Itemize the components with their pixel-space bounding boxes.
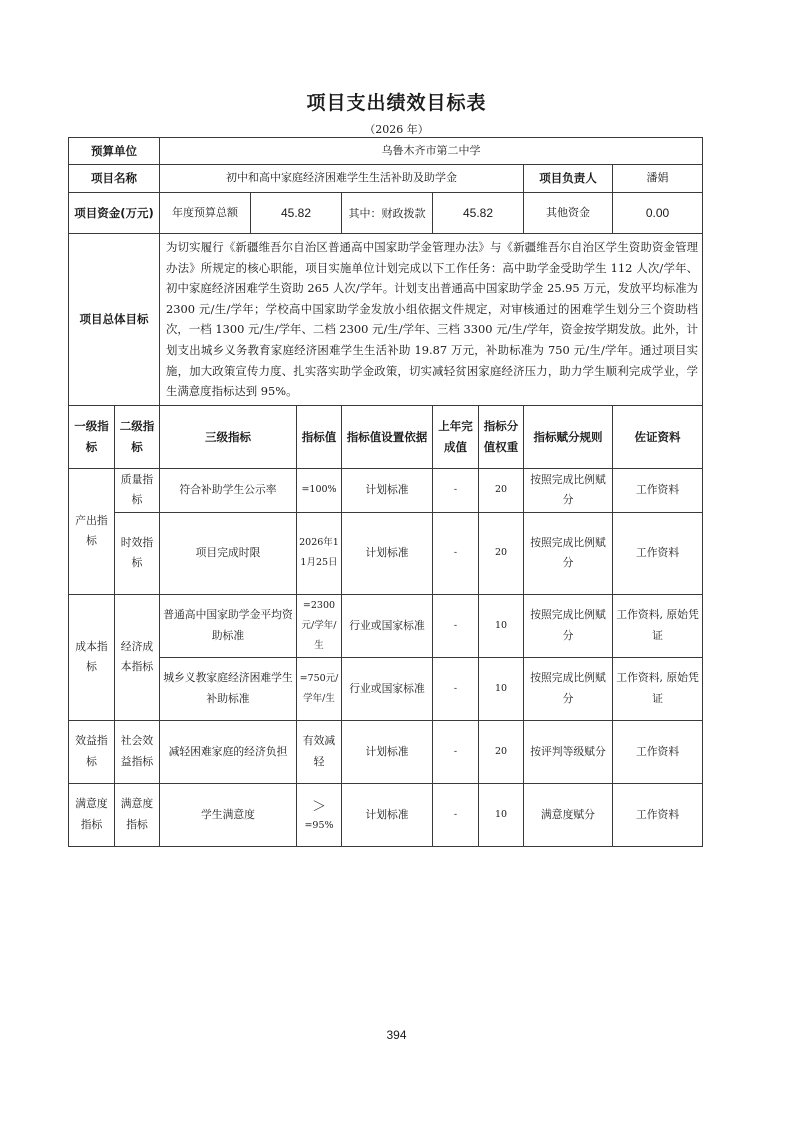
project-leader-value: 潘娟	[613, 165, 703, 193]
header-level1: 一级指标	[69, 405, 115, 468]
overall-goal-text: 为切实履行《新疆维吾尔自治区普通高中国家助学金管理办法》与《新疆维吾尔自治区学生资助资金管理办法》所规定的核心职能，项目实施单位计划完成以下工作任务：高中助学金受助学生 112 人次/学年、初中家庭经济困难学生资助 265 人次/学年。计划支出普通高中国家助学金 25.95 万元，发放平均标准为 2300 元/生/学年；学校高中国家助学金发放小组依据文件规定，对审核通过的困难学生划分三个资助档次，一档 1300 元/生/学年、二档 2300 元/生/学年、三档 3300 元/生/学年，资金按学期发放。此外，计划支出城乡义务教育家庭经济困难学生生活补助 19.87 万元，补助标准为 750 元/生/学年。通过项目实施，加大政策宣传力度、扎实落实助学金政策，切实减轻贫困家庭经济压力，助力学生顺利完成学业，学生满意度指标达到 95%。	[160, 234, 703, 406]
satisfaction-rule: 满意度赋分	[524, 783, 613, 846]
overall-goal-label: 项目总体目标	[69, 234, 160, 406]
benefit-last-year: -	[433, 720, 479, 783]
quality-basis: 计划标准	[342, 468, 433, 512]
benefit-level3: 减轻困难家庭的经济负担	[160, 720, 297, 783]
cost-last-year: -	[433, 657, 479, 720]
fiscal-funds-value: 45.82	[433, 193, 524, 234]
performance-target-table	[68, 137, 703, 847]
annual-budget-label: 年度预算总额	[160, 193, 251, 234]
budget-unit-row	[69, 138, 703, 165]
cost-rule: 按照完成比例赋分	[524, 657, 613, 720]
other-funds-value: 0.00	[613, 193, 703, 234]
satisfaction-last-year: -	[433, 783, 479, 846]
header-rule: 指标赋分规则	[524, 405, 613, 468]
cost-evidence: 工作资料, 原始凭证	[613, 594, 703, 657]
quality-weight: 20	[479, 468, 524, 512]
cost-value: =750元/学年/生	[297, 657, 342, 720]
budget-unit-value: 乌鲁木齐市第二中学	[160, 138, 703, 165]
project-name-value: 初中和高中家庭经济困难学生生活补助及助学金	[160, 165, 524, 193]
quality-level3: 符合补助学生公示率	[160, 468, 297, 512]
benefit-level2: 社会效益指标	[115, 720, 160, 783]
quality-last-year: -	[433, 468, 479, 512]
benefit-basis: 计划标准	[342, 720, 433, 783]
timeliness-weight: 20	[479, 512, 524, 594]
cost-last-year: -	[433, 594, 479, 657]
cost-level3: 城乡义教家庭经济困难学生补助标准	[160, 657, 297, 720]
quality-level2: 质量指标	[115, 468, 160, 512]
indicator-row	[69, 783, 703, 846]
benefit-weight: 20	[479, 720, 524, 783]
cost-level1: 成本指标	[69, 594, 115, 720]
benefit-evidence: 工作资料	[613, 720, 703, 783]
header-last-year: 上年完成值	[433, 405, 479, 468]
quality-value: =100%	[297, 468, 342, 512]
indicator-row	[69, 720, 703, 783]
overall-goal-row	[69, 234, 703, 406]
benefit-rule: 按评判等级赋分	[524, 720, 613, 783]
satisfaction-level1: 满意度指标	[69, 783, 115, 846]
timeliness-last-year: -	[433, 512, 479, 594]
satisfaction-basis: 计划标准	[342, 783, 433, 846]
cost-weight: 10	[479, 657, 524, 720]
benefit-value: 有效减轻	[297, 720, 342, 783]
indicator-row	[69, 657, 703, 720]
header-level2: 二级指标	[115, 405, 160, 468]
page-number: 394	[386, 1028, 407, 1042]
timeliness-level2: 时效指标	[115, 512, 160, 594]
project-name-row	[69, 165, 703, 193]
timeliness-level3: 项目完成时限	[160, 512, 297, 594]
cost-weight: 10	[479, 594, 524, 657]
header-weight: 指标分值权重	[479, 405, 524, 468]
header-basis: 指标值设置依据	[342, 405, 433, 468]
header-level3: 三级指标	[160, 405, 297, 468]
cost-rule: 按照完成比例赋分	[524, 594, 613, 657]
satisfaction-value-rest: =95%	[304, 819, 334, 831]
satisfaction-level2: 满意度指标	[115, 783, 160, 846]
budget-unit-label: 预算单位	[69, 138, 160, 165]
indicator-row	[69, 594, 703, 657]
header-value: 指标值	[297, 405, 342, 468]
satisfaction-value-symbol: ＞	[312, 798, 326, 815]
satisfaction-evidence: 工作资料	[613, 783, 703, 846]
project-leader-label: 项目负责人	[524, 165, 613, 193]
project-name-label: 项目名称	[69, 165, 160, 193]
timeliness-basis: 计划标准	[342, 512, 433, 594]
timeliness-value: 2026年11月25日	[297, 512, 342, 594]
timeliness-rule: 按照完成比例赋分	[524, 512, 613, 594]
project-funds-label: 项目资金(万元)	[69, 193, 160, 234]
fiscal-funds-label: 其中：财政拨款	[342, 193, 433, 234]
cost-value: =2300元/学年/生	[297, 594, 342, 657]
indicator-header-row	[69, 405, 703, 468]
annual-budget-value: 45.82	[251, 193, 342, 234]
indicator-row	[69, 468, 703, 512]
satisfaction-value	[297, 783, 342, 846]
timeliness-evidence: 工作资料	[613, 512, 703, 594]
other-funds-label: 其他资金	[524, 193, 613, 234]
cost-evidence: 工作资料, 原始凭证	[613, 657, 703, 720]
output-level1: 产出指标	[69, 468, 115, 594]
indicator-row	[69, 512, 703, 594]
header-evidence: 佐证资料	[613, 405, 703, 468]
benefit-level1: 效益指标	[69, 720, 115, 783]
cost-level2: 经济成本指标	[115, 594, 160, 720]
satisfaction-level3: 学生满意度	[160, 783, 297, 846]
quality-evidence: 工作资料	[613, 468, 703, 512]
cost-basis: 行业或国家标准	[342, 657, 433, 720]
year-label: （2026 年）	[364, 123, 429, 136]
cost-basis: 行业或国家标准	[342, 594, 433, 657]
cost-level3: 普通高中国家助学金平均资助标准	[160, 594, 297, 657]
page-title: 项目支出绩效目标表	[306, 92, 487, 114]
project-funds-row	[69, 193, 703, 234]
satisfaction-weight: 10	[479, 783, 524, 846]
quality-rule: 按照完成比例赋分	[524, 468, 613, 512]
